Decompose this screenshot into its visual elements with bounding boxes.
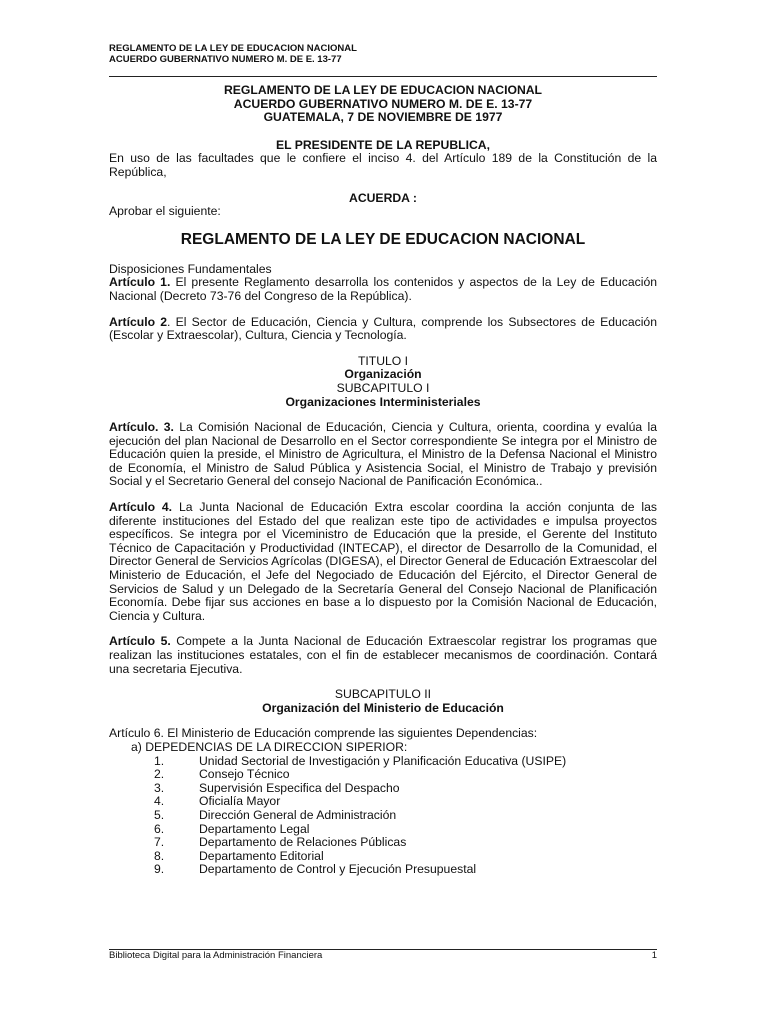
running-header-line-2: ACUERDO GUBERNATIVO NUMERO M. DE E. 13-77 [109,54,342,65]
page-number: 1 [651,950,657,961]
subcapitulo-2 [109,688,657,715]
title-block [109,84,657,125]
main-title: REGLAMENTO DE LA LEY DE EDUCACION NACIONAL [180,230,586,248]
subcapitulo-1-title: SUBCAPITULO I [336,380,430,395]
dependencias-list [109,755,657,877]
list-item: 7. Departamento de Relaciones Públicas [154,835,407,850]
disposiciones-heading: Disposiciones Fundamentales [109,261,272,276]
subcapitulo-2-title: SUBCAPITULO II [334,687,432,702]
titulo-1-name: Organización [344,367,422,382]
page-footer [109,950,657,961]
list-item: 6. Departamento Legal [154,821,310,836]
list-a-heading: a) DEPEDENCIAS DE LA DIRECCION SIPERIOR: [131,739,408,754]
acuerda-heading: ACUERDA : [349,190,417,205]
article-4-label: Artículo 4. [109,500,173,515]
footer-source: Biblioteca Digital para la Administración Financiera [109,950,323,961]
list-item: 1. Unidad Sectorial de Investigación y Planificación Educativa (USIPE) [154,753,567,768]
article-1-label: Artículo 1. [109,275,171,290]
titulo-1 [109,355,657,409]
document-body [109,84,657,877]
list-item: 2. Consejo Técnico [154,767,290,782]
header-divider [109,76,657,77]
article-5-text: Compete a la Junta Nacional de Educación Extraescolar registrar los programas que realizan las instituciones estatales, con el fin de establecer mecanismos de coordinación. Contará una secretaria Ejecutiva. [109,634,658,676]
list-item: 3. Supervisión Especifica del Despacho [154,780,400,795]
article-6: Artículo 6. El Ministerio de Educación comprende las siguientes Dependencias: [109,726,538,741]
article-4-text: La Junta Nacional de Educación Extra escolar coordina la acción conjunta de las diferente instituciones del Estado del que realizan este tipo de actividades e impulsa proyectos específicos. Se integra por el Viceministro de Educación que la preside, el Gerente del Instituto Técnico de Capacitación y Productividad (INTECAP), el director de Desarrollo de la Comunidad, el Director General de Servicios Agrícolas (DIGESA), el Director General de Educación Extraescolar del Ministerio de Educación, el Jefe del Negociado de Educación del Ejército, el Director General de Servicios de Salud y un Delegado de la Secretaría General del Consejo Nacional de Planificación Economía. Debe fijar sus acciones en base a lo dispuesto por la Comisión Nacional de Educación, Ciencia y Cultura. [109,500,657,623]
running-header-line-1: REGLAMENTO DE LA LEY DE EDUCACION NACIONAL [109,43,357,54]
title-line-3: GUATEMALA, 7 DE NOVIEMBRE DE 1977 [263,110,503,125]
subcapitulo-1-name: Organizaciones Interministeriales [285,394,481,409]
article-5-label: Artículo 5. [109,634,171,649]
list-item: 9. Departamento de Control y Ejecución Presupuestal [154,862,477,877]
article-2-label: Artículo 2 [109,314,168,329]
title-line-2: ACUERDO GUBERNATIVO NUMERO M. DE E. 13-77 [233,96,533,111]
article-2 [109,316,657,343]
president-heading: EL PRESIDENTE DE LA REPUBLICA, [276,137,490,152]
article-5 [109,635,657,676]
list-item: 8. Departamento Editorial [154,848,324,863]
article-4 [109,501,657,623]
preamble: En uso de las facultades que le confiere el inciso 4. del Artículo 189 de la Constitución de la República, [109,151,657,179]
article-3-label: Artículo. 3. [109,420,174,435]
title-line-1: REGLAMENTO DE LA LEY DE EDUCACION NACIONAL [223,83,543,97]
article-2-text: . El Sector de Educación, Ciencia y Cultura, comprende los Subsectores de Educación (Escolar y Extraescolar), Cultura, Ciencia y Tecnología. [109,314,657,343]
titulo-1-title: TITULO I [357,353,409,368]
article-1 [109,276,657,303]
list-item: 5. Dirección General de Administración [154,807,397,822]
aprobar-text: Aprobar el siguiente: [109,204,221,219]
article-1-text: El presente Reglamento desarrolla los contenidos y aspectos de la Ley de Educación Nacional (Decreto 73-76 del Congreso de la República). [109,275,658,303]
running-header [109,43,357,65]
article-3-text: La Comisión Nacional de Educación, Ciencia y Cultura, orienta, coordina y evalúa la ejecución del plan Nacional de Desarrollo en el Sector correspondiente Se integra por el Ministro de Educación quien la preside, el Ministro de Agricultura, el Ministro de la Defensa Nacional el Ministro de Economía, el Ministro de Salud Pública y Asistencia Social, el Ministro de Trabajo y previsión Social y el Secretario General del consejo Nacional de Panificación Económica.. [109,420,657,489]
list-item: 4. Oficialía Mayor [154,794,281,809]
subcapitulo-2-name: Organización del Ministerio de Educación [262,700,504,715]
article-3 [109,421,657,489]
